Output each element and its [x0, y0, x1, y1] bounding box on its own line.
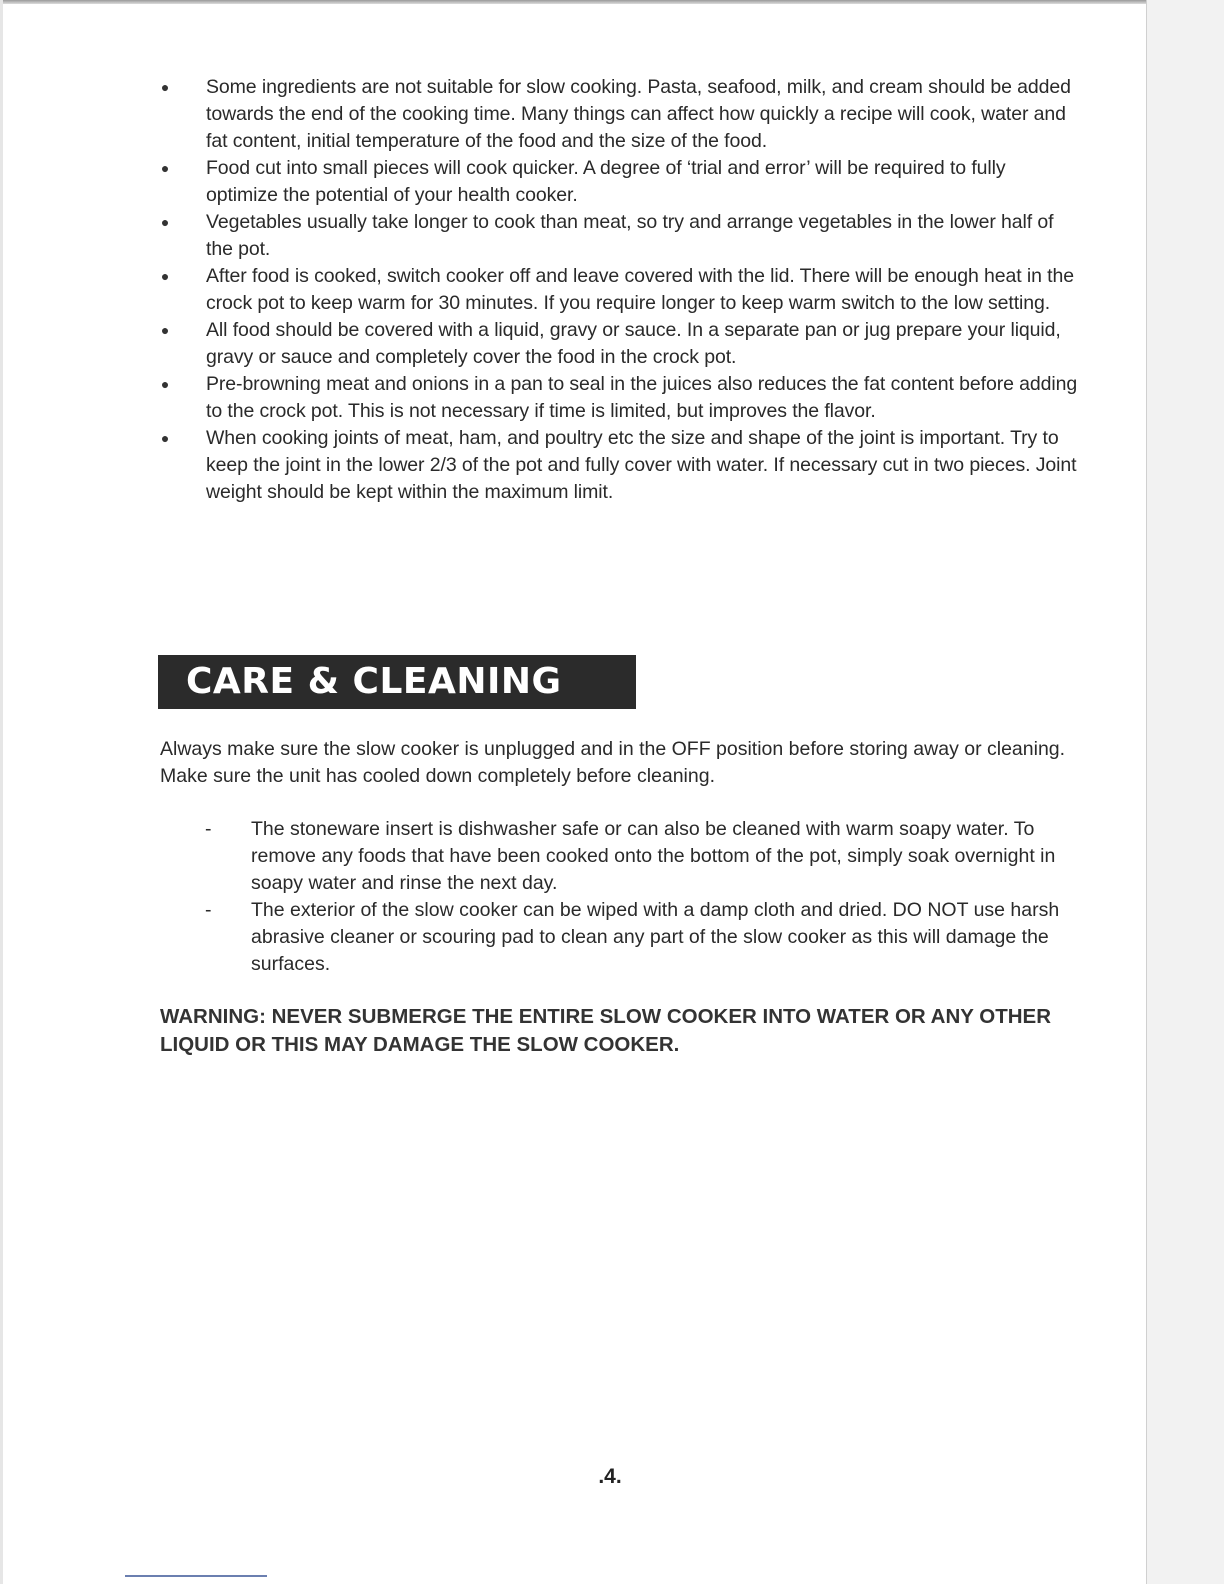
scan-edge-left [0, 0, 3, 1584]
scan-edge-bottom [125, 1575, 267, 1577]
scan-edge-right [1146, 0, 1224, 1584]
tip-item [160, 209, 1080, 263]
bullet-icon: ● [160, 214, 170, 230]
tip-text: After food is cooked, switch cooker off and leave covered with the lid. There will be enough heat in the crock pot to keep warm for 30 minutes. If you require longer to keep warm switch to the low setting. [206, 265, 1074, 314]
cleaning-steps-list [205, 816, 1065, 978]
warning-text: WARNING: NEVER SUBMERGE THE ENTIRE SLOW COOKER INTO WATER OR ANY OTHER LIQUID OR THIS MAY DAMAGE THE SLOW COOKER. [160, 1005, 1052, 1056]
cleaning-step [205, 897, 1065, 978]
cleaning-step [205, 816, 1065, 897]
tip-text: Vegetables usually take longer to cook than meat, so try and arrange vegetables in the lower half of the pot. [206, 211, 1054, 260]
tip-item [160, 263, 1080, 317]
bullet-icon: ● [160, 160, 170, 176]
bullet-icon: ● [160, 322, 170, 338]
page-number: .4. [598, 1465, 622, 1488]
tip-text: When cooking joints of meat, ham, and poultry etc the size and shape of the joint is important. Try to keep the joint in the lower 2/3 of the pot and fully cover with water. If necessary cut in two pieces. Joint weight should be kept within the maximum limit. [206, 427, 1077, 503]
section-title-care-cleaning: CARE & CLEANING [158, 655, 636, 709]
scan-edge-top [0, 0, 1146, 4]
tip-item [160, 74, 1080, 155]
tip-text: Food cut into small pieces will cook quicker. A degree of ‘trial and error’ will be required to fully optimize the potential of your health cooker. [206, 157, 1006, 206]
tip-text: Pre-browning meat and onions in a pan to seal in the juices also reduces the fat content before adding to the crock pot. This is not necessary if time is limited, but improves the flavor. [206, 373, 1078, 422]
tip-item [160, 371, 1080, 425]
cleaning-step-text: The stoneware insert is dishwasher safe or can also be cleaned with warm soapy water. To remove any foods that have been cooked onto the bottom of the pot, simply soak overnight in soapy water and rinse the next day. [251, 818, 1056, 894]
bullet-icon: ● [160, 268, 170, 284]
tip-item [160, 317, 1080, 371]
cooking-tips-list [160, 74, 1080, 506]
tip-text: Some ingredients are not suitable for slow cooking. Pasta, seafood, milk, and cream should be added towards the end of the cooking time. Many things can affect how quickly a recipe will cook, water and fat content, initial temperature of the food and the size of the food. [206, 76, 1071, 152]
dash-icon: - [205, 899, 212, 921]
tip-text: All food should be covered with a liquid, gravy or sauce. In a separate pan or jug prepare your liquid, gravy or sauce and completely cover the food in the crock pot. [206, 319, 1061, 368]
cleaning-step-text: The exterior of the slow cooker can be wiped with a damp cloth and dried. DO NOT use harsh abrasive cleaner or scouring pad to clean any part of the slow cooker as this will damage the surfaces. [251, 899, 1060, 975]
tip-item [160, 425, 1080, 506]
tip-item [160, 155, 1080, 209]
bullet-icon: ● [160, 376, 170, 392]
bullet-icon: ● [160, 79, 170, 95]
dash-icon: - [205, 818, 212, 840]
bullet-icon: ● [160, 430, 170, 446]
care-intro-paragraph: Always make sure the slow cooker is unplugged and in the OFF position before storing away or cleaning. Make sure the unit has cooled down completely before cleaning. [160, 738, 1066, 787]
